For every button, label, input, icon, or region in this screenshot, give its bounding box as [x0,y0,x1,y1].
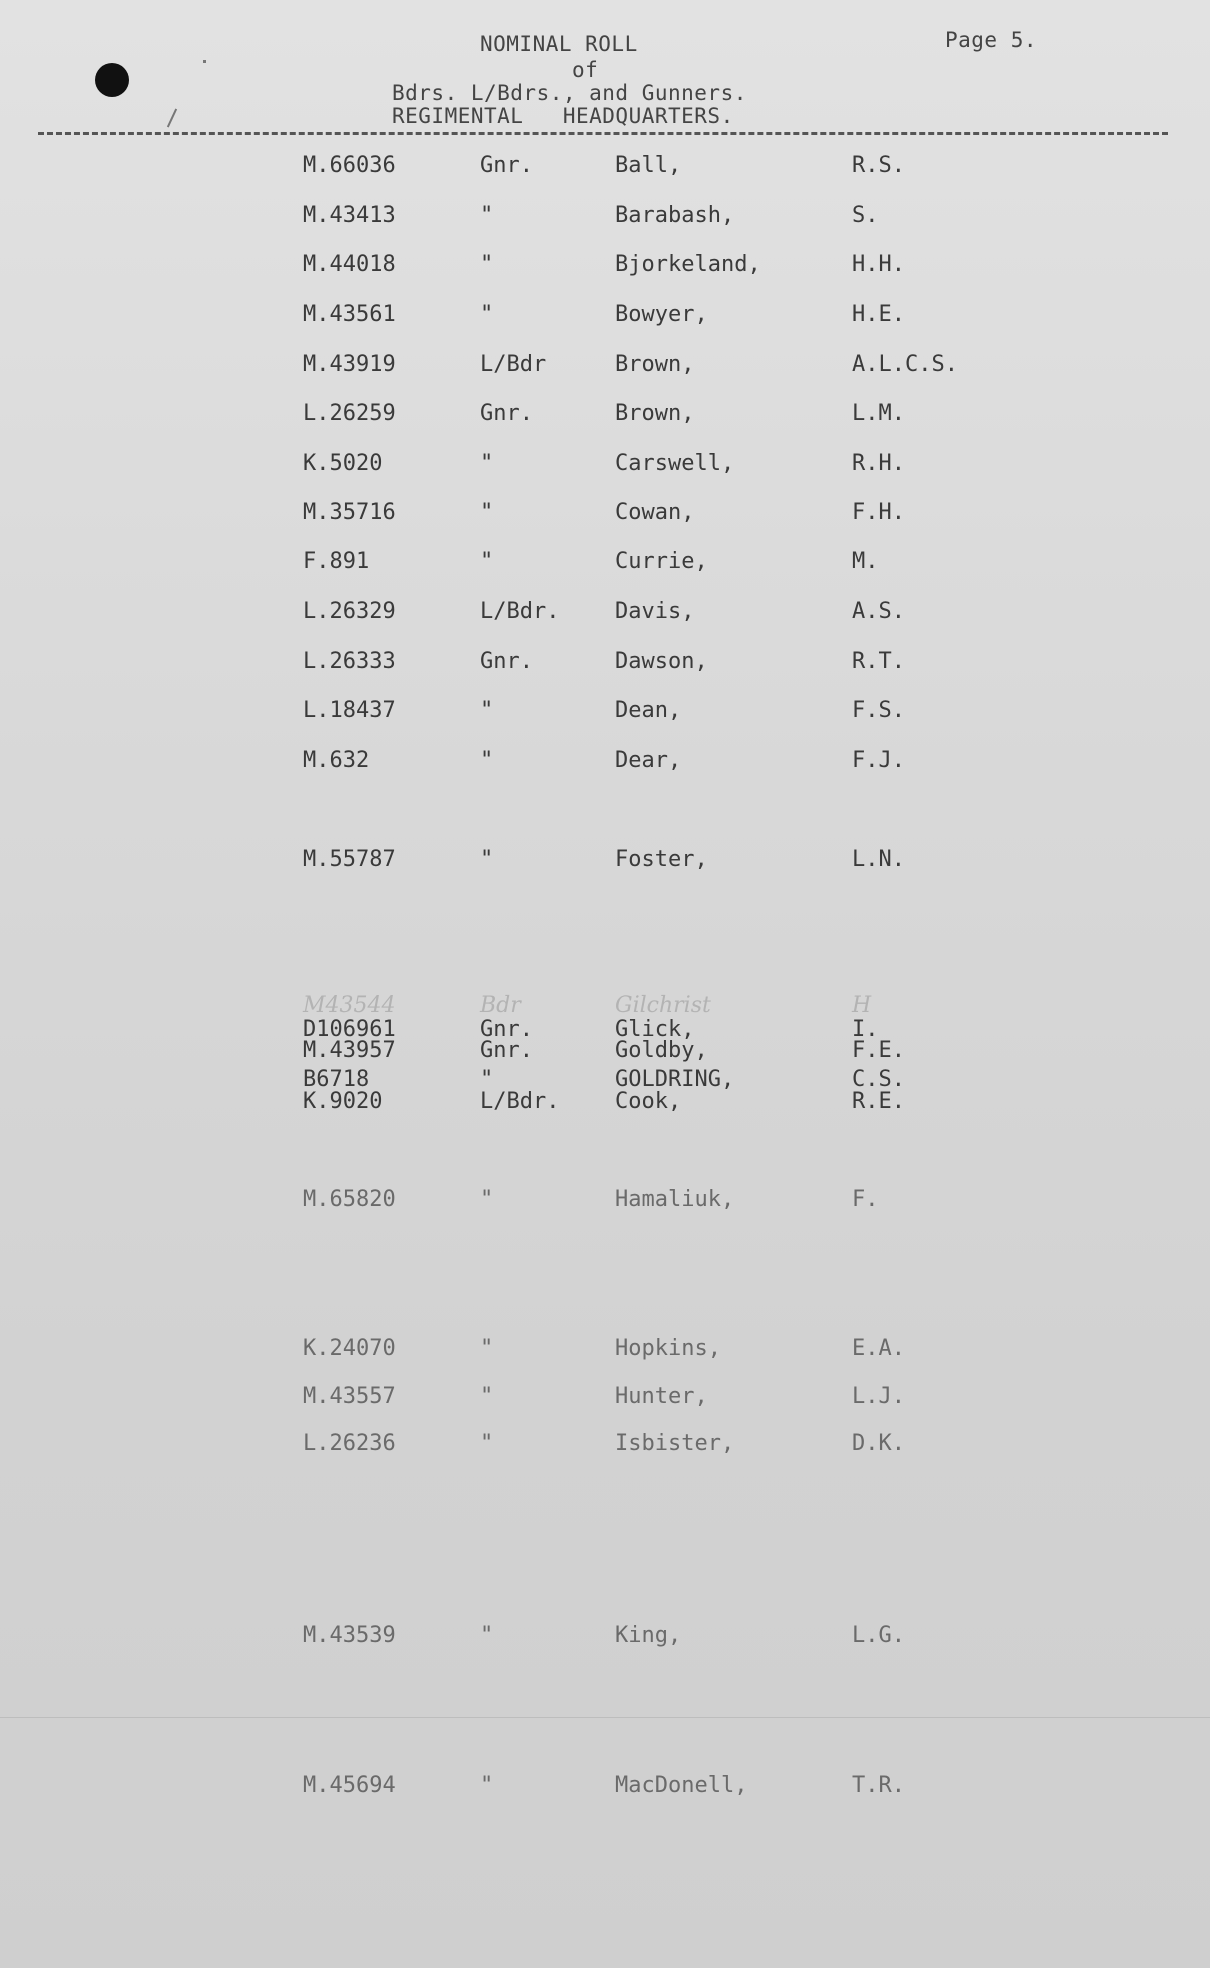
rank-cell: " [480,500,494,525]
rank-cell: L/Bdr [480,352,547,377]
surname-cell: Cowan, [615,500,695,525]
surname-cell: Dear, [615,748,682,773]
table-row [0,352,1210,382]
initials-cell: R.T. [852,649,905,674]
surname-cell: Currie, [615,549,708,574]
surname-cell: Carswell, [615,451,735,476]
initials-cell: F.E. [852,1038,905,1063]
surname-cell: Glick, [615,1017,695,1042]
rank-cell: " [480,549,494,574]
service-number: M.45694 [303,1773,396,1798]
rank-cell: " [480,1187,494,1212]
rank-cell: " [480,698,494,723]
rank-cell: Gnr. [480,401,533,426]
rank-cell: " [480,1623,494,1648]
service-number: M.43413 [303,203,396,228]
service-number: F.891 [303,549,370,574]
rank-cell: L/Bdr. [480,1089,560,1114]
initials-cell: S. [852,203,879,228]
surname-cell: Isbister, [615,1431,735,1456]
rank-cell: Gnr. [480,1017,533,1042]
table-row [0,252,1210,282]
surname-cell: Hamaliuk, [615,1187,735,1212]
rank-cell: " [480,1336,494,1361]
initials-cell: D.K. [852,1431,905,1456]
surname-cell: Brown, [615,401,695,426]
rank-cell: " [480,1431,494,1456]
surname-cell: Ball, [615,153,682,178]
service-number: M.44018 [303,252,396,277]
punch-hole [95,63,129,97]
table-row [0,1773,1210,1803]
initials-cell: F. [852,1187,879,1212]
initials-cell: F.J. [852,748,905,773]
table-row [0,847,1210,877]
surname-cell: Barabash, [615,203,735,228]
rank-cell: " [480,748,494,773]
surname-cell: Bowyer, [615,302,708,327]
rank-cell: Gnr. [480,1038,533,1063]
initials-cell: E.A. [852,1336,905,1361]
table-row [0,1623,1210,1653]
table-row [0,1384,1210,1414]
table-row [0,549,1210,579]
table-row [0,748,1210,778]
service-number: M.35716 [303,500,396,525]
initials-cell: L.M. [852,401,905,426]
initials-cell: H [852,993,872,1018]
table-row [0,500,1210,530]
service-number: M.65820 [303,1187,396,1212]
service-number: L.26329 [303,599,396,624]
speck-mark [167,109,177,128]
surname-cell: Cook, [615,1089,682,1114]
rank-cell: " [480,302,494,327]
surname-cell: Foster, [615,847,708,872]
roll-title: NOMINAL ROLL [480,32,638,56]
rank-cell: Gnr. [480,649,533,674]
service-number: L.18437 [303,698,396,723]
surname-cell: King, [615,1623,682,1648]
table-row [0,599,1210,629]
table-row [0,302,1210,332]
service-number: M.43539 [303,1623,396,1648]
initials-cell: R.H. [852,451,905,476]
service-number: M43544 [303,993,396,1018]
rank-cell: " [480,451,494,476]
header-divider [38,132,1168,135]
initials-cell: L.J. [852,1384,905,1409]
table-row [0,451,1210,481]
surname-cell: MacDonell, [615,1773,748,1798]
surname-cell: Bjorkeland, [615,252,761,277]
service-number: K.5020 [303,451,383,476]
service-number: K.9020 [303,1089,383,1114]
table-row [0,649,1210,679]
initials-cell: R.E. [852,1089,905,1114]
initials-cell: H.E. [852,302,905,327]
initials-cell: T.R. [852,1773,905,1798]
initials-cell: I. [852,1017,879,1042]
table-row [0,153,1210,183]
initials-cell: H.H. [852,252,905,277]
table-row [0,203,1210,233]
initials-cell: L.G. [852,1623,905,1648]
surname-cell: GOLDRING, [615,1067,735,1092]
service-number: M.43561 [303,302,396,327]
roll-unit: REGIMENTAL HEADQUARTERS. [392,104,734,128]
table-row [0,1431,1210,1461]
initials-cell: L.N. [852,847,905,872]
rank-cell: L/Bdr. [480,599,560,624]
service-number: M.55787 [303,847,396,872]
table-row [0,401,1210,431]
rank-cell: " [480,1773,494,1798]
service-number: L.26259 [303,401,396,426]
service-number: L.26236 [303,1431,396,1456]
service-number: K.24070 [303,1336,396,1361]
rank-cell: " [480,252,494,277]
surname-cell: Hunter, [615,1384,708,1409]
service-number: M.632 [303,748,370,773]
service-number: D106961 [303,1017,396,1042]
surname-cell: Davis, [615,599,695,624]
speck-mark [203,60,206,63]
initials-cell: A.S. [852,599,905,624]
rank-cell: Gnr. [480,153,533,178]
rank-cell: Bdr [480,993,521,1018]
surname-cell: Goldby, [615,1038,708,1063]
table-row [0,698,1210,728]
surname-cell: Brown, [615,352,695,377]
fold-line [0,1717,1210,1718]
surname-cell: Dawson, [615,649,708,674]
service-number: L.26333 [303,649,396,674]
initials-cell: R.S. [852,153,905,178]
service-number: M.43919 [303,352,396,377]
initials-cell: C.S. [852,1067,905,1092]
table-row [0,1089,1210,1119]
rank-cell: " [480,847,494,872]
initials-cell: F.S. [852,698,905,723]
surname-cell: Dean, [615,698,682,723]
service-number: B6718 [303,1067,370,1092]
rank-cell: " [480,1067,494,1092]
table-row [0,1038,1210,1068]
surname-cell: Gilchrist [615,993,711,1018]
surname-cell: Hopkins, [615,1336,721,1361]
roll-subtitle: Bdrs. L/Bdrs., and Gunners. [392,81,747,105]
service-number: M.66036 [303,153,396,178]
initials-cell: A.L.C.S. [852,352,958,377]
initials-cell: M. [852,549,879,574]
service-number: M.43557 [303,1384,396,1409]
rank-cell: " [480,203,494,228]
service-number: M.43957 [303,1038,396,1063]
roll-of: of [572,58,599,82]
initials-cell: F.H. [852,500,905,525]
page-number: Page 5. [945,28,1038,52]
table-row [0,1187,1210,1217]
table-row [0,1336,1210,1366]
rank-cell: " [480,1384,494,1409]
